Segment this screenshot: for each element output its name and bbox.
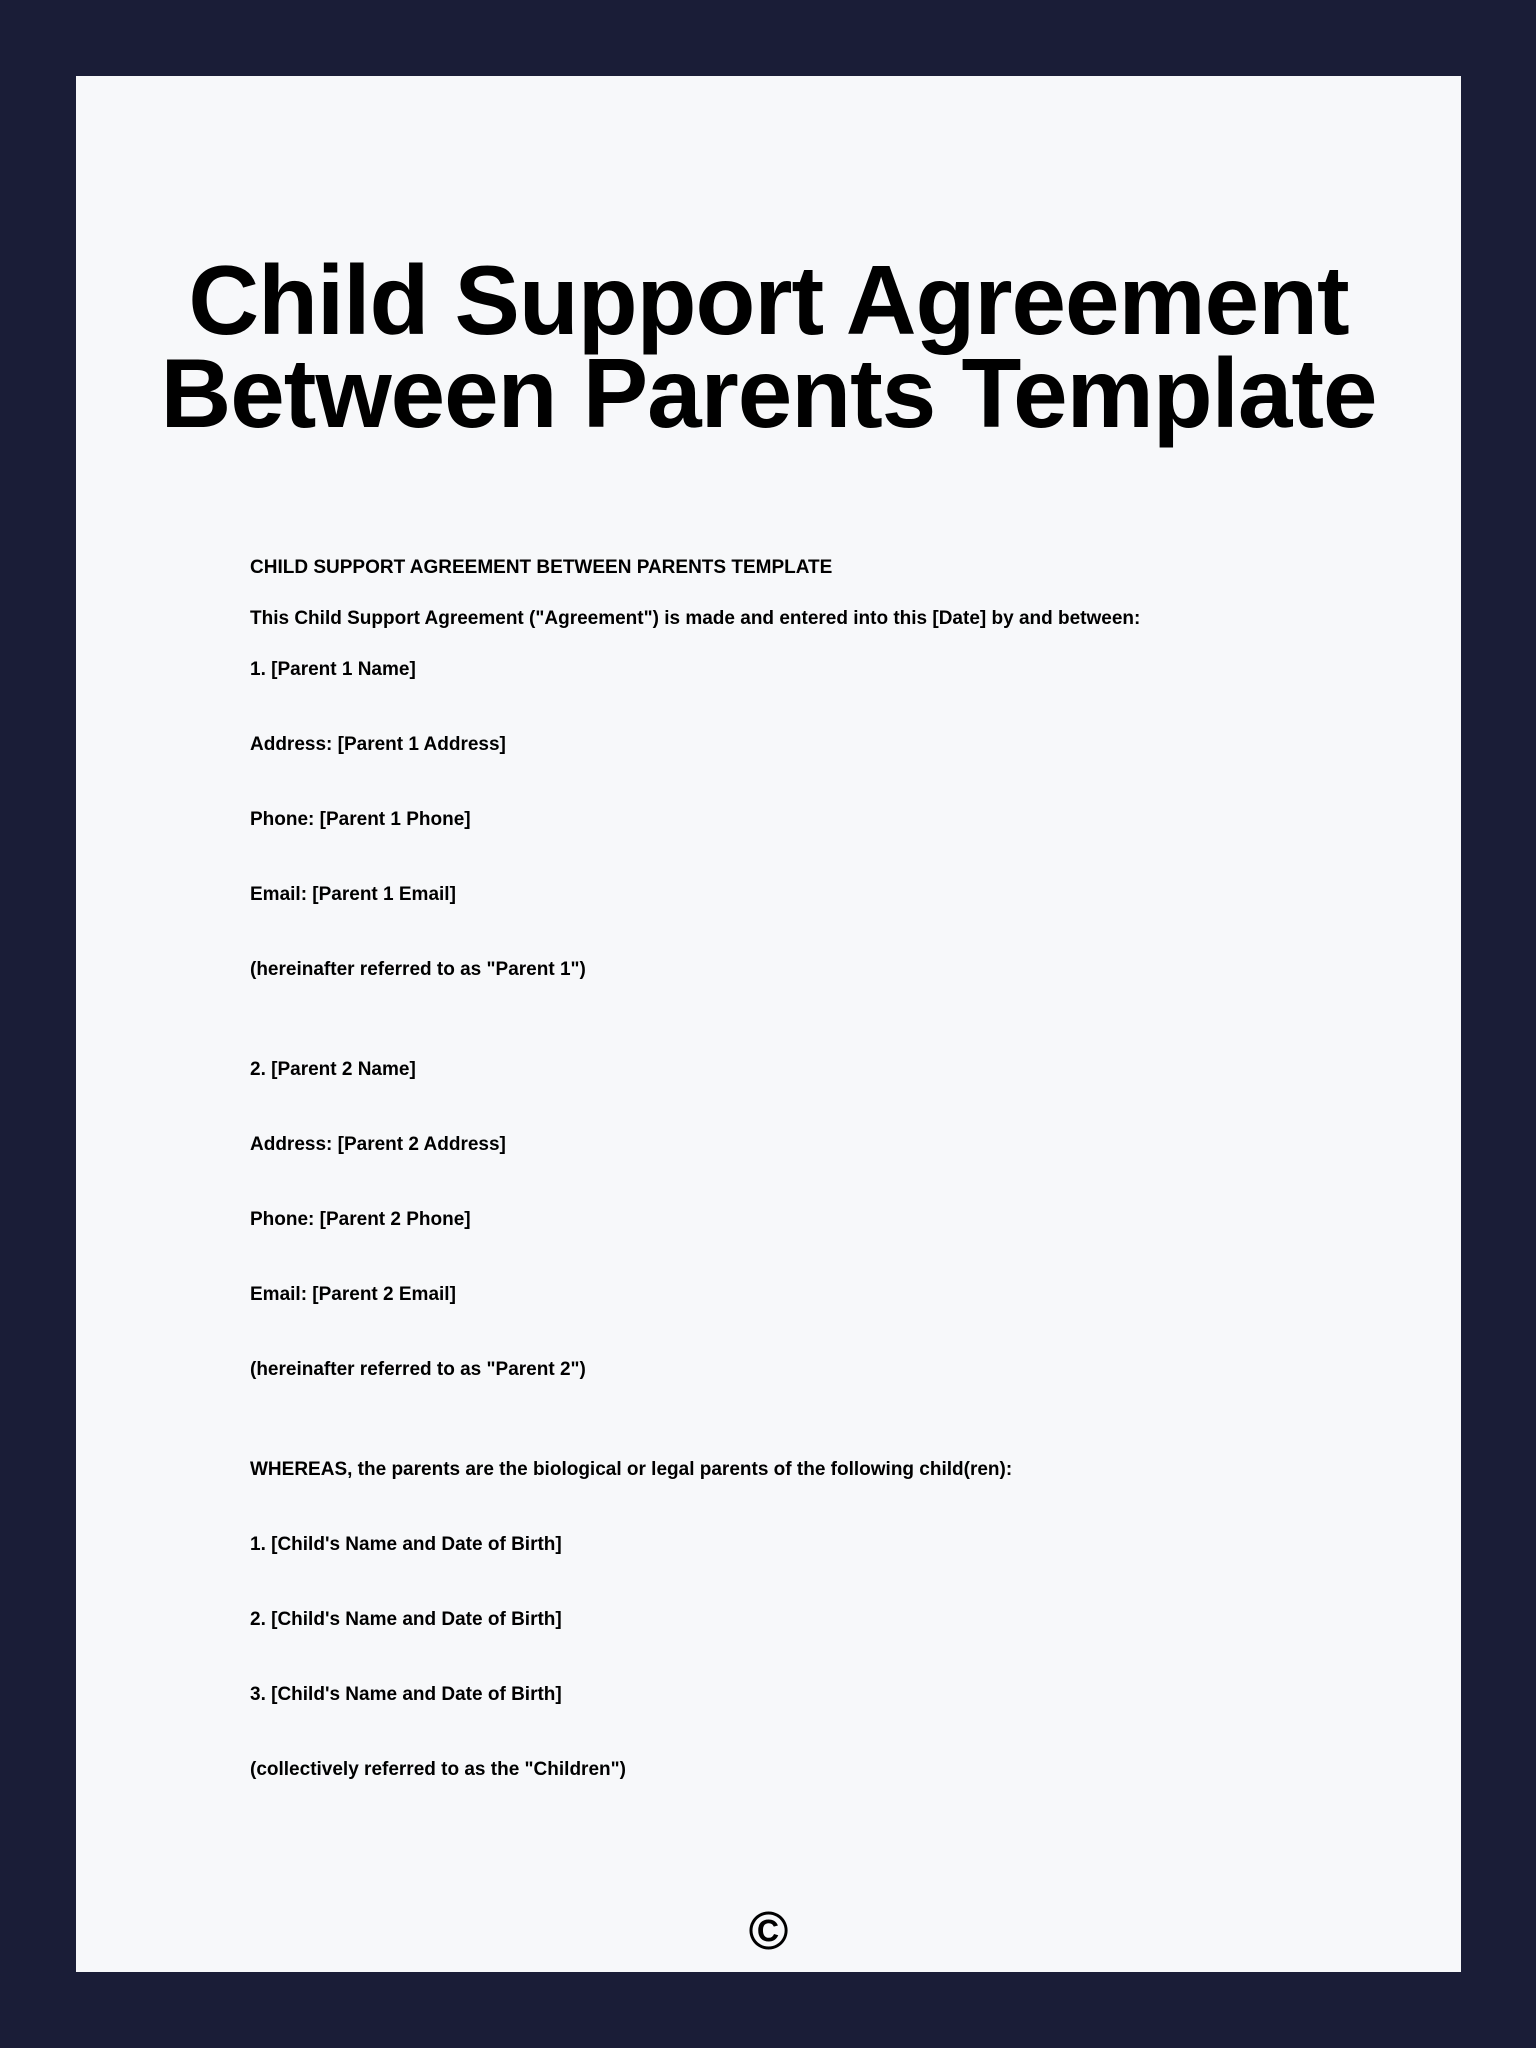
parent1-name-line: 1. [Parent 1 Name] [250, 659, 416, 680]
parent1-email-line: Email: [Parent 1 Email] [250, 884, 456, 905]
parent1-address-line: Address: [Parent 1 Address] [250, 734, 506, 755]
parent2-phone-line: Phone: [Parent 2 Phone] [250, 1209, 471, 1230]
document-body [76, 556, 1461, 1782]
whereas-clause: WHEREAS, the parents are the biological or legal parents of the following child(ren): [250, 1459, 1013, 1480]
child1-line: 1. [Child's Name and Date of Birth] [250, 1534, 562, 1555]
parent1-phone-line: Phone: [Parent 1 Phone] [250, 809, 471, 830]
page-title-line-1: Child Support Agreement [188, 245, 1349, 355]
intro-line: This Child Support Agreement ("Agreement") is made and entered into this [Date] by and between: [250, 608, 1141, 629]
child3-line: 3. [Child's Name and Date of Birth] [250, 1684, 562, 1705]
children-reference-line: (collectively referred to as the "Children") [250, 1759, 626, 1780]
child2-line: 2. [Child's Name and Date of Birth] [250, 1609, 562, 1630]
parent2-email-line: Email: [Parent 2 Email] [250, 1284, 456, 1305]
page-title-line-2: Between Parents Template [160, 338, 1377, 448]
document-page [76, 76, 1461, 1972]
parent1-reference-line: (hereinafter referred to as "Parent 1") [250, 959, 586, 980]
parent2-name-line: 2. [Parent 2 Name] [250, 1059, 416, 1080]
parent2-address-line: Address: [Parent 2 Address] [250, 1134, 506, 1155]
document-heading: CHILD SUPPORT AGREEMENT BETWEEN PARENTS TEMPLATE [250, 557, 833, 578]
copyright-icon: © [748, 1901, 789, 1961]
page-title [76, 245, 1461, 448]
parent2-reference-line: (hereinafter referred to as "Parent 2") [250, 1359, 586, 1380]
